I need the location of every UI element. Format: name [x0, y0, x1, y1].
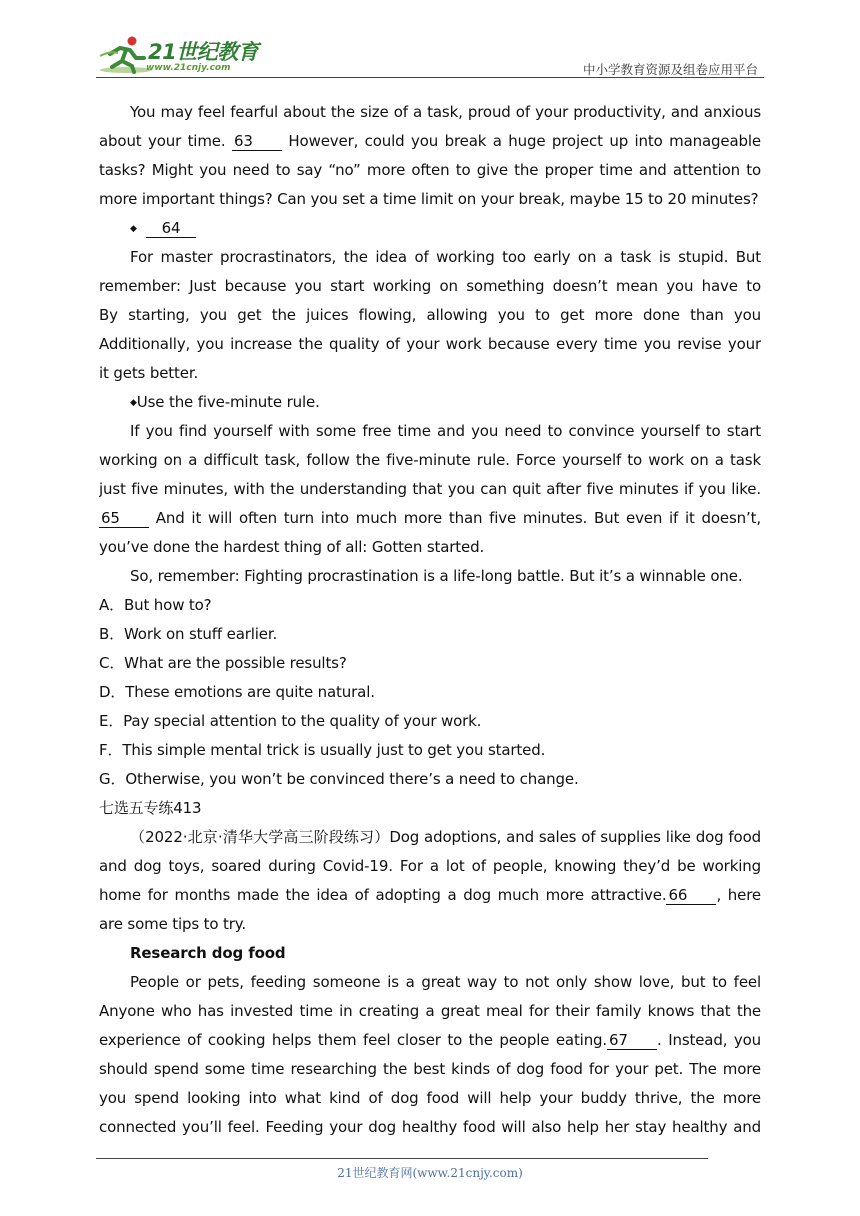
- text-line: more important things? Can you set a time limit on your break, maybe 15 to 20 minutes?: [99, 190, 759, 208]
- option-g: G．Otherwise, you won’t be convinced there’s a need to change.: [99, 770, 579, 788]
- answer-blank-65: 65: [99, 509, 149, 528]
- text-line: Anyone who has invested time in creating a great meal for their family knows that the: [99, 1002, 761, 1020]
- option-c: C．What are the possible results?: [99, 654, 347, 672]
- option-f: F．This simple mental trick is usually just to get you started.: [99, 741, 546, 759]
- subheading-text: Use the five-minute rule.: [136, 393, 320, 411]
- text-line: [99, 127, 761, 156]
- text-line: So, remember: Fighting procrastination is a life-long battle. But it’s a winnable one.: [130, 567, 743, 585]
- answer-blank-64: 64: [146, 219, 196, 238]
- text-line: For master procrastinators, the idea of working too early on a task is stupid. But: [130, 248, 761, 266]
- text-segment: However, could you break a huge project up into manageable: [281, 132, 761, 150]
- text-line: （2022·北京·清华大学高三阶段练习）Dog adoptions, and sales of supplies like dog food: [130, 828, 761, 846]
- logo-text: 21世纪教育: [148, 40, 259, 64]
- text-segment: experience of cooking helps them feel closer to the people eating.: [99, 1031, 608, 1049]
- text-line: If you find yourself with some free time and you need to convince yourself to start: [130, 422, 761, 440]
- text-line: tasks? Might you need to say “no” more often to give the proper time and attention to: [99, 161, 761, 179]
- text-line: By starting, you get the juices flowing, allowing you to get more done than you: [99, 306, 761, 324]
- text-line: are some tips to try.: [99, 915, 247, 933]
- option-b: B．Work on stuff earlier.: [99, 625, 278, 643]
- text-segment: , here: [716, 886, 761, 904]
- text-line: just five minutes, with the understanding that you can quit after five minutes if you like.: [99, 480, 761, 498]
- logo-url: www.21cnjy.com: [146, 63, 231, 73]
- text-line: People or pets, feeding someone is a great way to not only show love, but to feel: [130, 973, 761, 991]
- option-d: D．These emotions are quite natural.: [99, 683, 375, 701]
- text-line: remember: Just because you start working on something doesn’t mean you have to: [99, 277, 761, 295]
- text-line: and dog toys, soared during Covid-19. For a lot of people, knowing they’d be working: [99, 857, 761, 875]
- text-line: [99, 504, 761, 533]
- subheading-research-dog-food: Research dog food: [130, 944, 286, 962]
- diamond-bullet-icon: ◆: [130, 398, 137, 408]
- answer-blank-67: 67: [607, 1031, 657, 1050]
- document-body: [99, 98, 761, 1142]
- footer-divider: [96, 1158, 708, 1159]
- header-divider: [96, 77, 764, 78]
- option-a: A．But how to?: [99, 596, 212, 614]
- site-logo: [96, 34, 266, 78]
- answer-blank-63: 63: [232, 132, 282, 151]
- text-line: Additionally, you increase the quality of your work because every time you revise your: [99, 335, 761, 353]
- text-line: connected you’ll feel. Feeding your dog healthy food will also help her stay healthy and: [99, 1118, 761, 1136]
- text-segment: home for months made the idea of adopting a dog much more attractive.: [99, 886, 667, 904]
- text-line: it gets better.: [99, 364, 199, 382]
- text-line: You may feel fearful about the size of a task, proud of your productivity, and anxious: [130, 103, 761, 121]
- text-segment: about your time.: [99, 132, 232, 150]
- text-line: [99, 881, 761, 910]
- text-line: should spend some time researching the best kinds of dog food for your pet. The more: [99, 1060, 761, 1078]
- text-segment: . Instead, you: [657, 1031, 761, 1049]
- text-line: you’ve done the hardest thing of all: Gotten started.: [99, 538, 485, 556]
- text-line: you spend looking into what kind of dog food will help your buddy thrive, the more: [99, 1089, 761, 1107]
- option-e: E．Pay special attention to the quality of your work.: [99, 712, 482, 730]
- diamond-bullet-icon: ◆: [130, 224, 137, 234]
- subheading-five-minute: [99, 388, 761, 417]
- text-line: [99, 1026, 761, 1055]
- text-line: working on a difficult task, follow the five-minute rule. Force yourself to work on a task: [99, 451, 761, 469]
- page-header: [96, 34, 764, 78]
- platform-title: 中小学教育资源及组卷应用平台: [582, 62, 758, 77]
- section-title: 七选五专练413: [99, 799, 202, 817]
- subheading-64: [99, 214, 761, 243]
- text-segment: And it will often turn into much more than five minutes. But even if it doesn’t,: [149, 509, 761, 527]
- answer-blank-66: 66: [666, 886, 716, 905]
- page-footer: 21世纪教育网(www.21cnjy.com): [337, 1166, 523, 1180]
